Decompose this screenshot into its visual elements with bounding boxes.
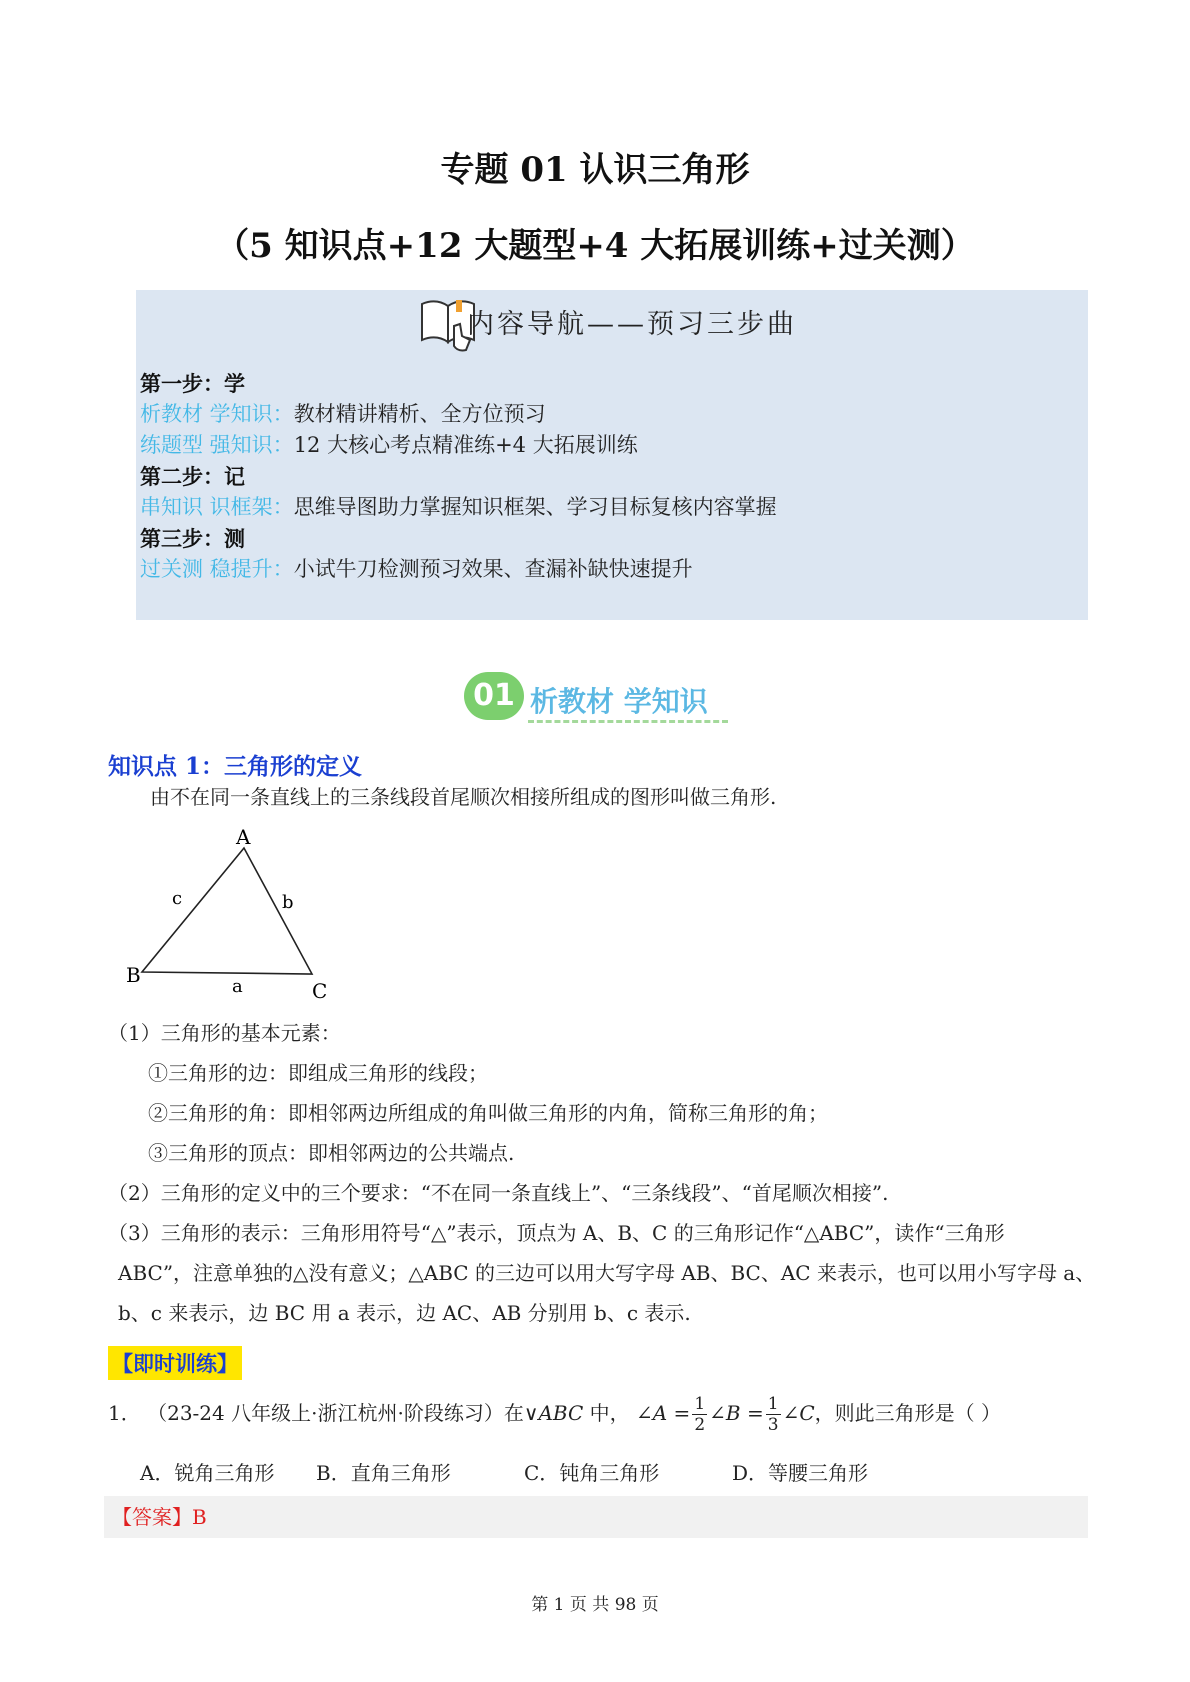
fraction-half-num: 1: [694, 1394, 706, 1414]
nav-line-3-label: 串知识 识框架：: [140, 495, 294, 519]
fraction-half-den: 2: [694, 1415, 706, 1435]
section-underline: [528, 720, 728, 723]
side-c-label: c: [172, 888, 183, 909]
notation-line-3: b、c 来表示，边 BC 用 a 表示，边 AC、AB 分别用 b、c 表示.: [118, 1301, 691, 1325]
option-b: B．直角三角形: [316, 1461, 451, 1485]
basic-elements-heading: （1）三角形的基本元素：: [108, 1021, 341, 1045]
nav-line-4-label: 过关测 稳提升：: [140, 557, 294, 581]
angle-a: ∠A =: [636, 1401, 691, 1425]
nav-line-2: [140, 430, 638, 461]
answer-value: B: [192, 1505, 207, 1529]
side-a-label: a: [232, 976, 243, 997]
nav-line-3-text: 思维导图助力掌握知识框架、学习目标复核内容掌握: [293, 495, 777, 519]
nav-line-1-text: 教材精讲精析、全方位预习: [293, 402, 546, 426]
step2-label: 第二步：记: [140, 464, 245, 489]
answer-box: [104, 1496, 1088, 1538]
instant-training-tag: 【即时训练】: [108, 1346, 242, 1380]
page-title: 专题 01 认识三角形: [440, 150, 750, 190]
vertex-a-label: A: [236, 825, 251, 849]
fraction-half: [692, 1394, 707, 1435]
definition-requirements: （2）三角形的定义中的三个要求：“不在同一条直线上”、“三条线段”、“首尾顺次相接”.: [108, 1181, 889, 1205]
fraction-third: [766, 1394, 781, 1435]
question-number: 1．: [108, 1401, 141, 1425]
option-d: D．等腰三角形: [732, 1461, 869, 1485]
nav-line-2-label: 练题型 强知识：: [140, 433, 294, 457]
element-angle: ②三角形的角：即相邻两边所组成的角叫做三角形的内角，简称三角形的角；: [148, 1101, 828, 1125]
content-navigation-box: [136, 290, 1088, 620]
question-tail: ，则此三角形是（ ）: [814, 1401, 1001, 1425]
knowledge-point-title: 知识点 1：三角形的定义: [108, 753, 363, 780]
option-a: A．锐角三角形: [140, 1461, 275, 1485]
nav-line-4-text: 小试牛刀检测预习效果、查漏补缺快速提升: [293, 557, 693, 581]
nav-heading: 内容导航——预习三步曲: [467, 309, 797, 340]
nav-line-4: [140, 554, 693, 585]
section-title: 析教材 学知识: [530, 685, 708, 718]
nav-line-1-label: 析教材 学知识：: [140, 402, 294, 426]
fraction-third-den: 3: [767, 1415, 779, 1435]
option-c: C．钝角三角形: [524, 1461, 660, 1485]
question-1: [108, 1394, 1001, 1435]
angle-c: ∠C: [782, 1401, 815, 1425]
notation-line-1: （3）三角形的表示：三角形用符号“△”表示，顶点为 A、B、C 的三角形记作“△ABC”，读作“三角形: [108, 1221, 1005, 1245]
nav-line-3: [140, 492, 777, 523]
nav-line-2-text: 12 大核心考点精准练+4 大拓展训练: [293, 433, 638, 457]
element-side: ①三角形的边：即组成三角形的线段；: [148, 1061, 488, 1085]
section-number-badge: 01: [464, 672, 524, 720]
vertex-b-label: B: [126, 963, 141, 987]
step3-label: 第三步：测: [140, 526, 245, 551]
triangle-diagram: [120, 820, 340, 1010]
answer-label: 【答案】: [112, 1505, 192, 1529]
nav-line-1: [140, 399, 546, 430]
element-vertex: ③三角形的顶点：即相邻两边的公共端点.: [148, 1141, 515, 1165]
side-b-label: b: [282, 892, 294, 913]
page-footer: 第 1 页 共 98 页: [531, 1595, 659, 1615]
definition-text: 由不在同一条直线上的三条线段首尾顺次相接所组成的图形叫做三角形.: [150, 785, 777, 809]
question-source: （23-24 八年级上·浙江杭州·阶段练习）在: [147, 1401, 524, 1425]
page-subtitle: （5 知识点+12 大题型+4 大拓展训练+过关测）: [215, 226, 975, 266]
fraction-third-num: 1: [767, 1394, 779, 1414]
vertex-c-label: C: [312, 979, 328, 1003]
step1-label: 第一步：学: [140, 371, 245, 396]
notation-line-2: ABC”，注意单独的△没有意义；△ABC 的三边可以用大写字母 AB、BC、AC 来表示，也可以用小写字母 a、: [118, 1261, 1096, 1285]
angle-b: ∠B =: [709, 1401, 764, 1425]
question-mid: 中，: [583, 1401, 630, 1425]
question-triangle: ∨ABC: [523, 1401, 584, 1425]
